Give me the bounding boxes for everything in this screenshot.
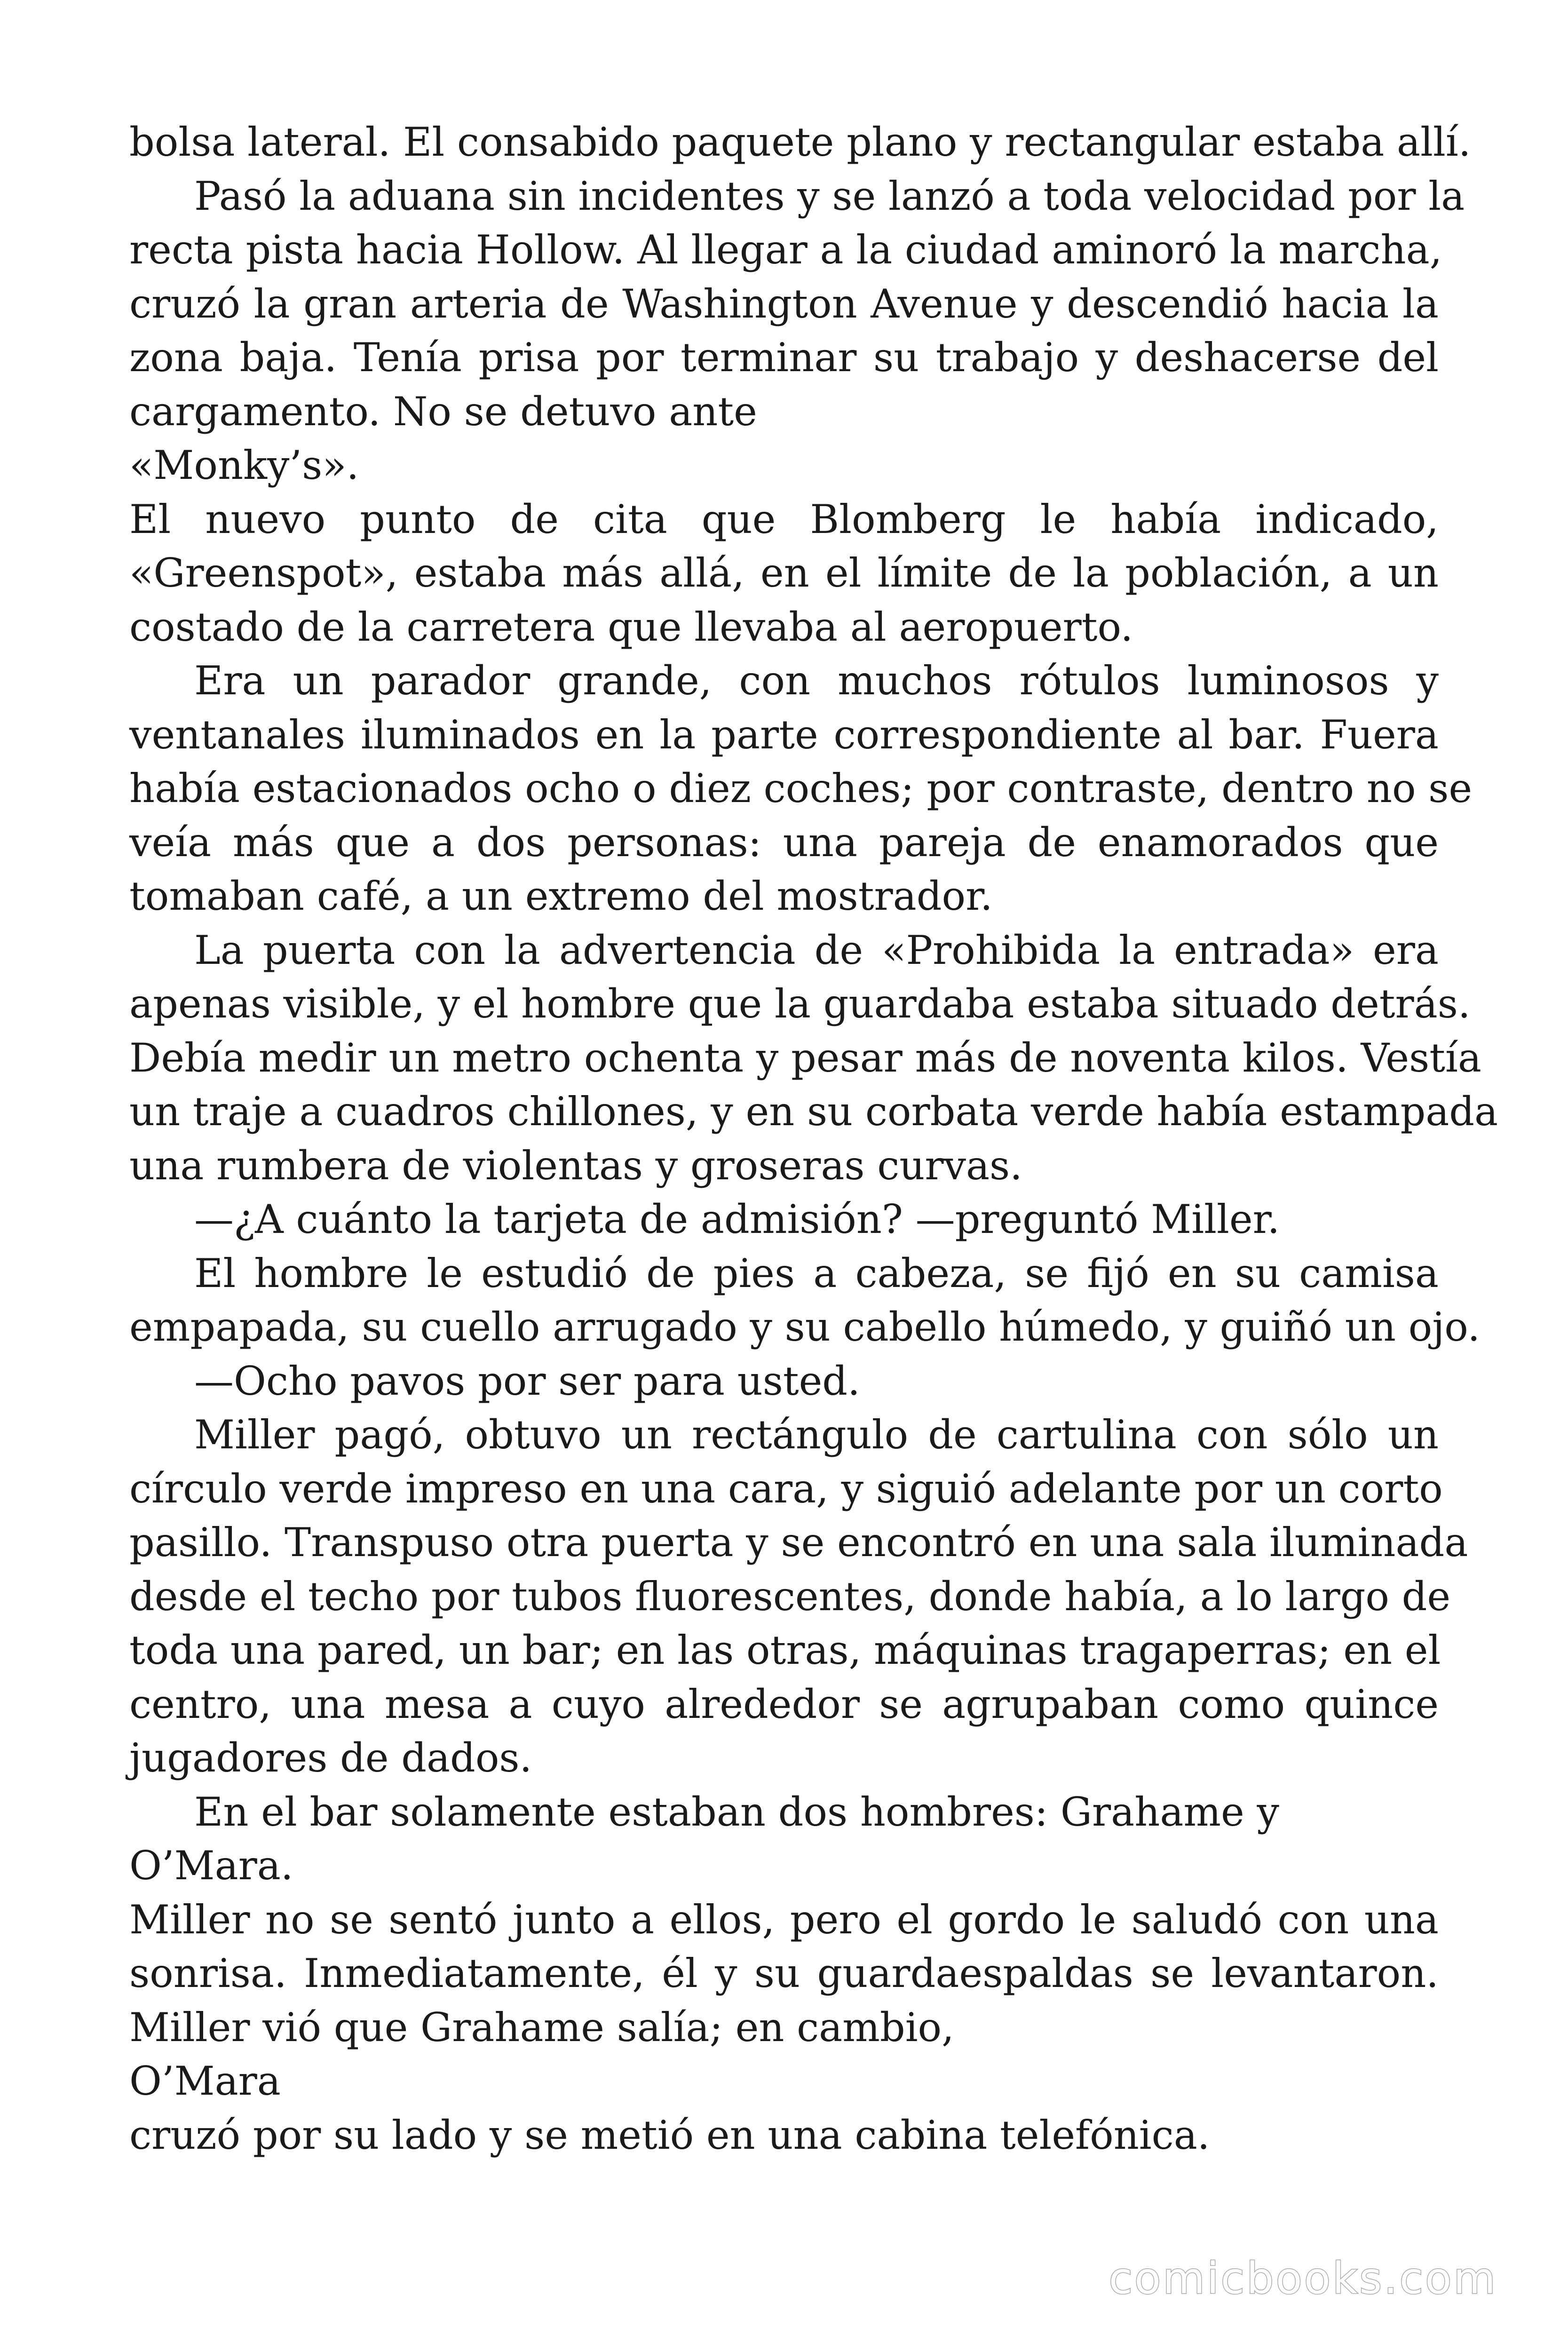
text-line: jugadores de dados. <box>129 1735 532 1781</box>
text-line: veía más que a dos personas: una pareja de enamorados que <box>129 819 1439 866</box>
text-line: desde el techo por tubos fluorescentes, donde había, a lo largo de <box>129 1573 1451 1620</box>
text-line: Miller no se sentó junto a ellos, pero el gordo le saludó con una <box>129 1896 1439 1943</box>
text-line: Debía medir un metro ochenta y pesar más de noventa kilos. Vestía <box>129 1034 1481 1081</box>
text-line: —Ocho pavos por ser para usted. <box>194 1358 860 1404</box>
text-line: tomaban café, a un extremo del mostrador. <box>129 873 993 919</box>
text-line: El nuevo punto de cita que Blomberg le había indicado, <box>129 496 1439 542</box>
text-line: —¿A cuánto la tarjeta de admisión? —preguntó Miller. <box>194 1196 1280 1242</box>
text-line: zona baja. Tenía prisa por terminar su trabajo y deshacerse del <box>129 334 1439 381</box>
text-line: un traje a cuadros chillones, y en su corbata verde había estampada <box>129 1089 1498 1135</box>
text-line: empapada, su cuello arrugado y su cabello húmedo, y guiñó un ojo. <box>129 1304 1481 1350</box>
text-line: Era un parador grande, con muchos rótulos luminosos y <box>194 658 1439 704</box>
text-line: centro, una mesa a cuyo alrededor se agrupaban como quince <box>129 1681 1439 1727</box>
text-line: El hombre le estudió de pies a cabeza, se fijó en su camisa <box>194 1250 1439 1296</box>
text-line: pasillo. Transpuso otra puerta y se encontró en una sala iluminada <box>129 1519 1468 1565</box>
text-line: Pasó la aduana sin incidentes y se lanzó a toda velocidad por la <box>194 173 1465 219</box>
text-line: La puerta con la advertencia de «Prohibida la entrada» era <box>194 927 1439 973</box>
text-line: toda una pared, un bar; en las otras, máquinas tragaperras; en el <box>129 1627 1441 1673</box>
text-line: había estacionados ocho o diez coches; por contraste, dentro no se <box>129 765 1473 811</box>
text-line: una rumbera de violentas y groseras curvas. <box>129 1142 1022 1189</box>
watermark: comicbooks.com <box>1109 2253 1497 2304</box>
text-line: O’Mara <box>129 2058 281 2104</box>
text-line: cruzó la gran arteria de Washington Avenue y descendió hacia la <box>129 280 1439 327</box>
page-body-text <box>129 115 1498 2162</box>
text-line: «Greenspot», estaba más allá, en el límite de la población, a un <box>129 550 1439 596</box>
text-line: costado de la carretera que llevaba al aeropuerto. <box>129 604 1133 650</box>
text-line: ventanales iluminados en la parte correspondiente al bar. Fuera <box>129 711 1439 758</box>
text-line: apenas visible, y el hombre que la guardaba estaba situado detrás. <box>129 981 1471 1027</box>
text-line: En el bar solamente estaban dos hombres: Grahame y <box>194 1788 1279 1835</box>
text-line: sonrisa. Inmediatamente, él y su guardaespaldas se levantaron. <box>129 1950 1439 1996</box>
text-line: cruzó por su lado y se metió en una cabina telefónica. <box>129 2112 1210 2158</box>
text-line: O’Mara. <box>129 1843 293 1889</box>
text-line: Miller pagó, obtuvo un rectángulo de cartulina con sólo un <box>194 1412 1439 1458</box>
text-line: bolsa lateral. El consabido paquete plano y rectangular estaba allí. <box>129 119 1471 165</box>
text-line: Miller vió que Grahame salía; en cambio, <box>129 2004 954 2050</box>
text-line: cargamento. No se detuvo ante <box>129 388 757 435</box>
text-line: recta pista hacia Hollow. Al llegar a la ciudad aminoró la marcha, <box>129 227 1442 273</box>
text-line: círculo verde impreso en una cara, y siguió adelante por un corto <box>129 1465 1443 1512</box>
text-line: «Monky’s». <box>129 442 359 488</box>
